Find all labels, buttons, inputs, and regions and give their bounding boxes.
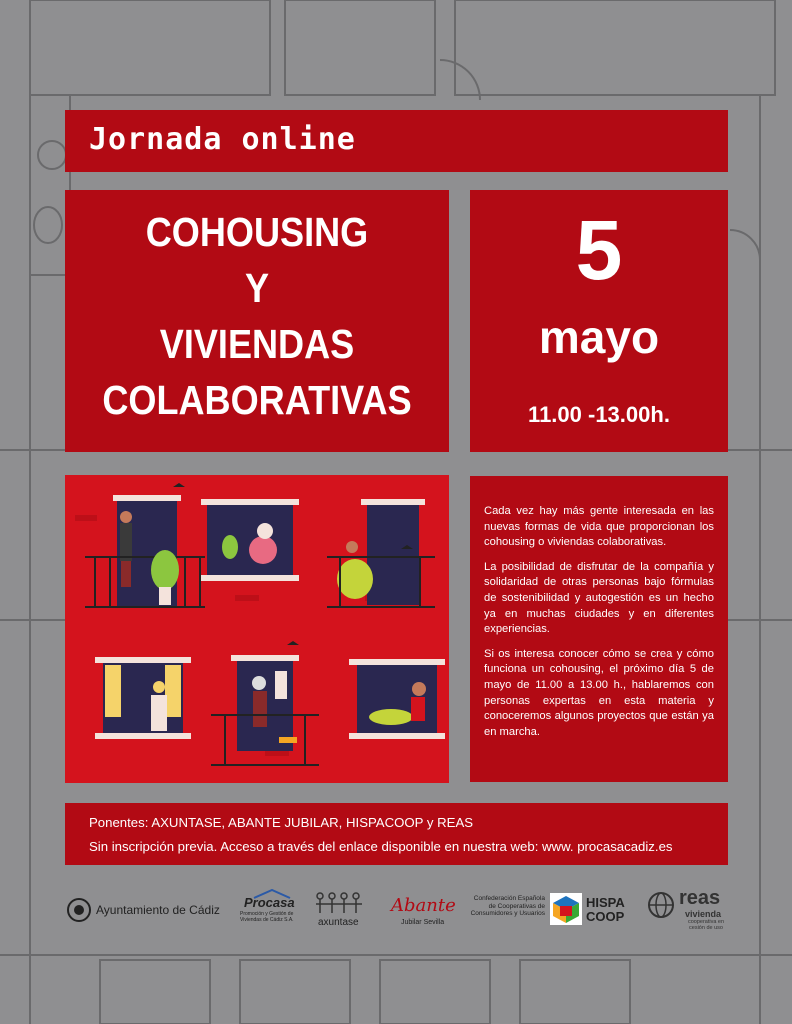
description-box: [470, 476, 728, 782]
reas-subtitle: vivienda: [685, 909, 722, 919]
hispacoop-name-1: HISPA: [586, 895, 625, 910]
abante-logo: [385, 885, 460, 941]
hispacoop-name-2: COOP: [586, 909, 625, 924]
reas-subtitle-2: cooperativa en cesión de uso: [687, 919, 725, 931]
cohousing-illustration: [65, 475, 449, 783]
event-hours: 11.00 -13.00h.: [528, 402, 670, 427]
sponsor-logos: [60, 885, 740, 945]
title-line: COLABORATIVAS: [102, 377, 412, 423]
main-title-box: [65, 190, 449, 452]
ayuntamiento-name: Ayuntamiento de Cádiz: [96, 903, 220, 917]
ayuntamiento-logo: [60, 885, 220, 941]
speakers-line: Ponentes: AXUNTASE, ABANTE JUBILAR, HISPACOOP y REAS: [89, 815, 474, 830]
access-line: Sin inscripción previa. Acceso a través del enlace disponible en nuestra web: www. procasacadiz.es: [89, 839, 673, 854]
confederacion-name: Confederación Española de Cooperativas de Consumidores y Usuarios: [470, 895, 545, 917]
title-bar: [65, 110, 728, 172]
date-box: [470, 190, 728, 452]
title-line: COHOUSING: [145, 209, 369, 255]
hispacoop-logo: [550, 885, 635, 941]
coat-of-arms-icon: [66, 895, 92, 925]
title-line: VIVIENDAS: [159, 321, 355, 367]
confederacion-logo: [465, 885, 545, 941]
procasa-logo: [240, 885, 300, 941]
speakers-box: [65, 803, 728, 865]
reas-name: reas: [679, 887, 721, 909]
reas-logo: [645, 885, 740, 941]
event-month: mayo: [538, 311, 660, 363]
event-type-title: Jornada online: [89, 122, 356, 157]
event-day: 5: [575, 203, 623, 297]
description-paragraph: Cada vez hay más gente interesada en las nuevas formas de vida que proporcionan los cohousing o viviendas colaborativas.: [484, 505, 714, 549]
axuntase-name: axuntase: [318, 917, 359, 928]
abante-subtitle: Jubilar Sevilla: [401, 919, 445, 926]
globe-icon: [647, 891, 675, 919]
description-paragraph: La posibilidad de disfrutar de la compañía y solidaridad de otras personas bajo fórmulas de sostenibilidad y autogestión es un hecho ya en muchas ciudades y en diferentes experiencias.: [484, 560, 714, 636]
procasa-subtitle: Promoción y Gestión de Viviendas de Cádiz S.A.: [240, 911, 294, 923]
procasa-name: Procasa: [244, 895, 295, 910]
description-paragraph: Si os interesa conocer cómo se crea y cómo funciona un cohousing, el próximo día 5 de mayo de 11.00 a 13.00 h., hablaremos con personas expertas en esta materia y conoceremos algunos proyectos que están ya en marcha.: [484, 647, 714, 738]
abante-name: Abante: [391, 895, 456, 916]
people-group-icon: [312, 891, 368, 917]
title-line: Y: [244, 265, 270, 311]
hispacoop-cube-icon: [550, 893, 582, 925]
axuntase-logo: [310, 885, 370, 941]
